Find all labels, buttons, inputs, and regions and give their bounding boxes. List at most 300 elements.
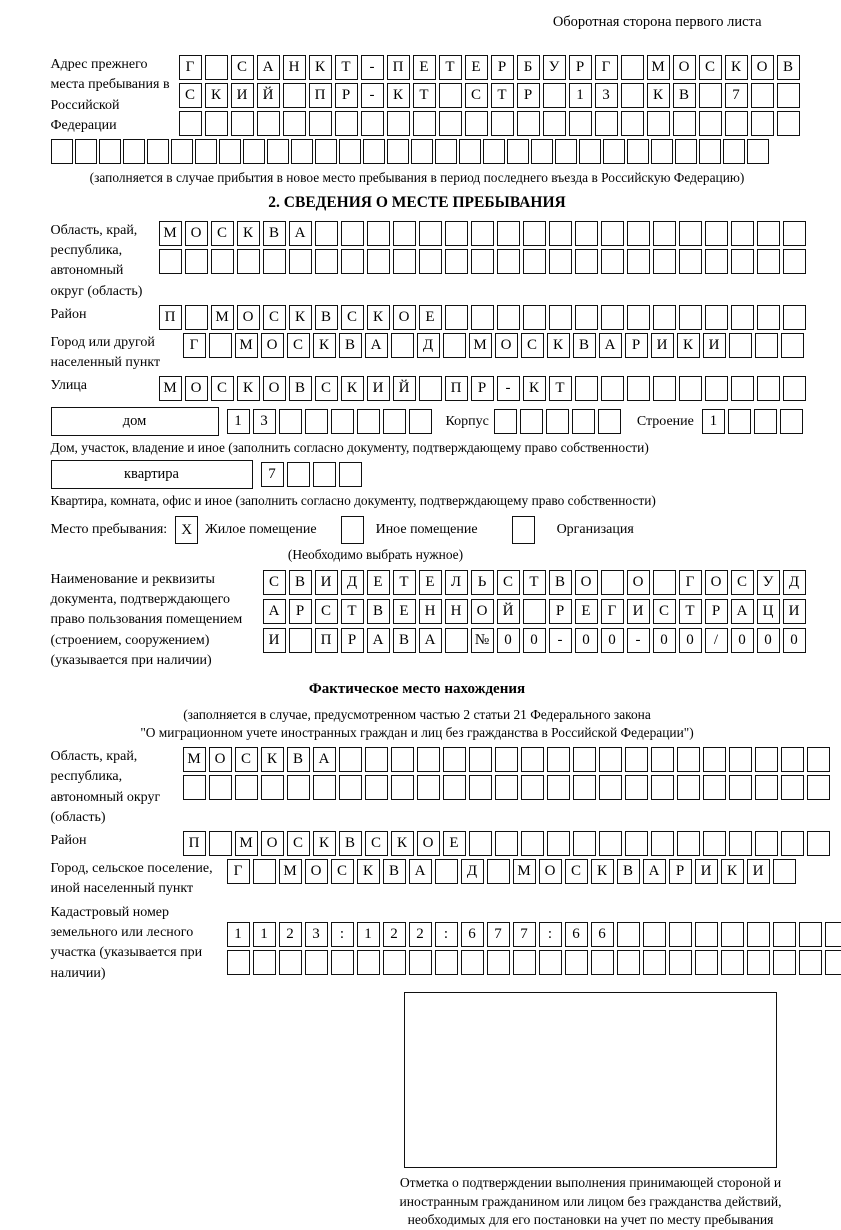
char-cell[interactable] xyxy=(621,83,644,108)
char-cell[interactable]: Н xyxy=(283,55,306,80)
char-cell[interactable] xyxy=(625,747,648,772)
char-cell[interactable]: 7 xyxy=(487,922,510,947)
char-cell[interactable] xyxy=(521,747,544,772)
char-cell[interactable]: Й xyxy=(257,83,280,108)
char-cell[interactable] xyxy=(513,950,536,975)
char-cell[interactable] xyxy=(195,139,217,164)
document-row-1[interactable] xyxy=(263,570,806,595)
char-cell[interactable]: Д xyxy=(783,570,806,595)
char-cell[interactable] xyxy=(703,775,726,800)
char-cell[interactable] xyxy=(751,111,774,136)
char-cell[interactable] xyxy=(755,831,778,856)
char-cell[interactable]: В xyxy=(777,55,800,80)
char-cell[interactable] xyxy=(419,249,442,274)
document-row-2[interactable] xyxy=(263,599,806,624)
char-cell[interactable]: С xyxy=(263,570,286,595)
char-cell[interactable] xyxy=(601,376,624,401)
char-cell[interactable] xyxy=(549,221,572,246)
char-cell[interactable]: 0 xyxy=(523,628,546,653)
char-cell[interactable] xyxy=(651,139,673,164)
char-cell[interactable]: О xyxy=(705,570,728,595)
char-cell[interactable] xyxy=(653,249,676,274)
char-cell[interactable]: М xyxy=(159,221,182,246)
char-cell[interactable] xyxy=(729,831,752,856)
char-cell[interactable]: К xyxy=(367,305,390,330)
char-cell[interactable] xyxy=(751,83,774,108)
char-cell[interactable] xyxy=(211,249,234,274)
char-cell[interactable] xyxy=(495,831,518,856)
char-cell[interactable]: Т xyxy=(439,55,462,80)
char-cell[interactable] xyxy=(731,376,754,401)
char-cell[interactable] xyxy=(699,139,721,164)
char-cell[interactable] xyxy=(547,747,570,772)
char-cell[interactable]: А xyxy=(313,747,336,772)
char-cell[interactable] xyxy=(283,111,306,136)
char-cell[interactable]: Т xyxy=(549,376,572,401)
char-cell[interactable]: Н xyxy=(419,599,442,624)
char-cell[interactable] xyxy=(497,305,520,330)
char-cell[interactable] xyxy=(627,305,650,330)
char-cell[interactable] xyxy=(547,831,570,856)
char-cell[interactable] xyxy=(729,775,752,800)
char-cell[interactable] xyxy=(291,139,313,164)
stroenie-row[interactable] xyxy=(702,409,803,434)
char-cell[interactable] xyxy=(679,376,702,401)
char-cell[interactable] xyxy=(469,831,492,856)
char-cell[interactable]: С xyxy=(235,747,258,772)
char-cell[interactable]: 0 xyxy=(497,628,520,653)
char-cell[interactable] xyxy=(777,83,800,108)
char-cell[interactable]: 0 xyxy=(757,628,780,653)
char-cell[interactable] xyxy=(313,462,336,487)
char-cell[interactable] xyxy=(471,221,494,246)
char-cell[interactable] xyxy=(391,333,414,358)
char-cell[interactable]: Р xyxy=(549,599,572,624)
char-cell[interactable]: Т xyxy=(393,570,416,595)
char-cell[interactable] xyxy=(599,775,622,800)
char-cell[interactable] xyxy=(279,950,302,975)
char-cell[interactable]: М xyxy=(235,831,258,856)
char-cell[interactable]: В xyxy=(383,859,406,884)
char-cell[interactable] xyxy=(383,950,406,975)
char-cell[interactable] xyxy=(755,747,778,772)
char-cell[interactable]: О xyxy=(751,55,774,80)
char-cell[interactable]: Г xyxy=(679,570,702,595)
char-cell[interactable] xyxy=(653,570,676,595)
char-cell[interactable] xyxy=(669,950,692,975)
char-cell[interactable]: С xyxy=(497,570,520,595)
char-cell[interactable]: 7 xyxy=(513,922,536,947)
char-cell[interactable]: К xyxy=(523,376,546,401)
char-cell[interactable]: Р xyxy=(569,55,592,80)
char-cell[interactable]: Й xyxy=(393,376,416,401)
char-cell[interactable]: С xyxy=(731,570,754,595)
char-cell[interactable] xyxy=(575,376,598,401)
char-cell[interactable] xyxy=(461,950,484,975)
char-cell[interactable]: У xyxy=(543,55,566,80)
char-cell[interactable]: 0 xyxy=(653,628,676,653)
char-cell[interactable]: С xyxy=(263,305,286,330)
char-cell[interactable]: В xyxy=(573,333,596,358)
char-cell[interactable]: А xyxy=(419,628,442,653)
char-cell[interactable]: С xyxy=(211,376,234,401)
char-cell[interactable] xyxy=(205,55,228,80)
char-cell[interactable] xyxy=(575,221,598,246)
char-cell[interactable] xyxy=(263,249,286,274)
char-cell[interactable]: 0 xyxy=(575,628,598,653)
char-cell[interactable] xyxy=(679,249,702,274)
char-cell[interactable]: Е xyxy=(419,570,442,595)
char-cell[interactable]: С xyxy=(341,305,364,330)
char-cell[interactable] xyxy=(653,221,676,246)
char-cell[interactable] xyxy=(391,747,414,772)
char-cell[interactable] xyxy=(435,859,458,884)
char-cell[interactable]: О xyxy=(673,55,696,80)
char-cell[interactable] xyxy=(171,139,193,164)
char-cell[interactable] xyxy=(755,775,778,800)
house-number-row[interactable] xyxy=(227,409,432,434)
char-cell[interactable] xyxy=(495,747,518,772)
char-cell[interactable]: Е xyxy=(367,570,390,595)
char-cell[interactable]: Т xyxy=(491,83,514,108)
char-cell[interactable] xyxy=(643,950,666,975)
char-cell[interactable]: И xyxy=(315,570,338,595)
char-cell[interactable] xyxy=(673,111,696,136)
stay-checkbox-residential[interactable]: X xyxy=(175,516,198,544)
char-cell[interactable] xyxy=(443,775,466,800)
char-cell[interactable] xyxy=(335,111,358,136)
char-cell[interactable]: 3 xyxy=(305,922,328,947)
char-cell[interactable]: С xyxy=(211,221,234,246)
char-cell[interactable] xyxy=(555,139,577,164)
char-cell[interactable]: 7 xyxy=(725,83,748,108)
char-cell[interactable] xyxy=(621,111,644,136)
char-cell[interactable]: Г xyxy=(179,55,202,80)
char-cell[interactable]: В xyxy=(617,859,640,884)
char-cell[interactable]: О xyxy=(575,570,598,595)
char-cell[interactable]: В xyxy=(393,628,416,653)
char-cell[interactable] xyxy=(721,950,744,975)
char-cell[interactable]: 6 xyxy=(461,922,484,947)
char-cell[interactable] xyxy=(601,249,624,274)
char-cell[interactable] xyxy=(495,775,518,800)
prev-address-row-1[interactable] xyxy=(179,55,800,80)
char-cell[interactable] xyxy=(283,83,306,108)
char-cell[interactable] xyxy=(413,111,436,136)
char-cell[interactable] xyxy=(780,409,803,434)
char-cell[interactable] xyxy=(521,775,544,800)
char-cell[interactable]: В xyxy=(263,221,286,246)
char-cell[interactable] xyxy=(523,305,546,330)
char-cell[interactable] xyxy=(754,409,777,434)
char-cell[interactable]: А xyxy=(643,859,666,884)
char-cell[interactable] xyxy=(705,376,728,401)
char-cell[interactable]: С xyxy=(699,55,722,80)
char-cell[interactable] xyxy=(517,111,540,136)
char-cell[interactable] xyxy=(627,221,650,246)
char-cell[interactable] xyxy=(445,305,468,330)
char-cell[interactable] xyxy=(491,111,514,136)
char-cell[interactable]: Р xyxy=(625,333,648,358)
char-cell[interactable]: 6 xyxy=(565,922,588,947)
char-cell[interactable]: А xyxy=(409,859,432,884)
char-cell[interactable]: : xyxy=(539,922,562,947)
char-cell[interactable] xyxy=(757,305,780,330)
char-cell[interactable] xyxy=(569,111,592,136)
char-cell[interactable] xyxy=(773,922,796,947)
char-cell[interactable]: П xyxy=(315,628,338,653)
actual-region-row-1[interactable] xyxy=(183,747,830,772)
char-cell[interactable]: Р xyxy=(517,83,540,108)
char-cell[interactable]: А xyxy=(599,333,622,358)
char-cell[interactable] xyxy=(147,139,169,164)
char-cell[interactable]: А xyxy=(731,599,754,624)
char-cell[interactable] xyxy=(237,249,260,274)
char-cell[interactable] xyxy=(445,628,468,653)
char-cell[interactable]: Р xyxy=(491,55,514,80)
char-cell[interactable]: М xyxy=(647,55,670,80)
char-cell[interactable] xyxy=(253,859,276,884)
char-cell[interactable]: М xyxy=(159,376,182,401)
char-cell[interactable] xyxy=(721,922,744,947)
char-cell[interactable]: С xyxy=(287,831,310,856)
char-cell[interactable] xyxy=(51,139,73,164)
char-cell[interactable]: К xyxy=(591,859,614,884)
char-cell[interactable]: П xyxy=(183,831,206,856)
char-cell[interactable]: С xyxy=(331,859,354,884)
char-cell[interactable] xyxy=(179,111,202,136)
char-cell[interactable] xyxy=(365,775,388,800)
char-cell[interactable]: 1 xyxy=(227,922,250,947)
char-cell[interactable] xyxy=(703,831,726,856)
char-cell[interactable]: О xyxy=(627,570,650,595)
char-cell[interactable] xyxy=(651,775,674,800)
char-cell[interactable] xyxy=(253,950,276,975)
char-cell[interactable]: С xyxy=(653,599,676,624)
char-cell[interactable] xyxy=(825,950,841,975)
char-cell[interactable]: К xyxy=(547,333,570,358)
char-cell[interactable] xyxy=(783,249,806,274)
char-cell[interactable]: Т xyxy=(679,599,702,624)
char-cell[interactable]: М xyxy=(513,859,536,884)
char-cell[interactable] xyxy=(367,221,390,246)
char-cell[interactable]: Е xyxy=(575,599,598,624)
char-cell[interactable]: - xyxy=(361,55,384,80)
char-cell[interactable]: М xyxy=(469,333,492,358)
char-cell[interactable] xyxy=(549,249,572,274)
char-cell[interactable]: Е xyxy=(443,831,466,856)
document-row-3[interactable] xyxy=(263,628,806,653)
char-cell[interactable] xyxy=(647,111,670,136)
char-cell[interactable]: Д xyxy=(461,859,484,884)
char-cell[interactable] xyxy=(471,249,494,274)
char-cell[interactable]: - xyxy=(627,628,650,653)
char-cell[interactable]: М xyxy=(279,859,302,884)
char-cell[interactable]: М xyxy=(211,305,234,330)
char-cell[interactable] xyxy=(387,139,409,164)
char-cell[interactable] xyxy=(651,831,674,856)
char-cell[interactable]: М xyxy=(183,747,206,772)
char-cell[interactable] xyxy=(75,139,97,164)
char-cell[interactable]: Т xyxy=(523,570,546,595)
char-cell[interactable]: А xyxy=(263,599,286,624)
char-cell[interactable]: : xyxy=(331,922,354,947)
char-cell[interactable] xyxy=(383,409,406,434)
char-cell[interactable] xyxy=(601,570,624,595)
char-cell[interactable]: И xyxy=(783,599,806,624)
actual-district-row[interactable] xyxy=(183,831,830,856)
char-cell[interactable] xyxy=(825,922,841,947)
char-cell[interactable]: 2 xyxy=(279,922,302,947)
char-cell[interactable] xyxy=(231,111,254,136)
prev-address-row-3[interactable] xyxy=(179,111,800,136)
char-cell[interactable]: С xyxy=(365,831,388,856)
char-cell[interactable] xyxy=(357,950,380,975)
char-cell[interactable]: Т xyxy=(341,599,364,624)
char-cell[interactable]: С xyxy=(315,376,338,401)
char-cell[interactable]: Н xyxy=(445,599,468,624)
char-cell[interactable]: - xyxy=(361,83,384,108)
char-cell[interactable] xyxy=(627,376,650,401)
char-cell[interactable] xyxy=(807,831,830,856)
char-cell[interactable] xyxy=(409,950,432,975)
char-cell[interactable]: / xyxy=(705,628,728,653)
char-cell[interactable] xyxy=(391,775,414,800)
char-cell[interactable]: О xyxy=(185,376,208,401)
char-cell[interactable] xyxy=(439,111,462,136)
apartment-number-row[interactable] xyxy=(261,462,362,487)
char-cell[interactable]: С xyxy=(179,83,202,108)
char-cell[interactable]: О xyxy=(209,747,232,772)
char-cell[interactable]: 1 xyxy=(702,409,725,434)
char-cell[interactable] xyxy=(185,249,208,274)
char-cell[interactable]: П xyxy=(309,83,332,108)
char-cell[interactable] xyxy=(781,775,804,800)
char-cell[interactable] xyxy=(507,139,529,164)
char-cell[interactable] xyxy=(757,221,780,246)
char-cell[interactable]: О xyxy=(539,859,562,884)
char-cell[interactable]: К xyxy=(725,55,748,80)
char-cell[interactable] xyxy=(487,950,510,975)
char-cell[interactable] xyxy=(159,249,182,274)
char-cell[interactable]: К xyxy=(237,376,260,401)
char-cell[interactable] xyxy=(757,249,780,274)
char-cell[interactable] xyxy=(728,409,751,434)
char-cell[interactable] xyxy=(651,747,674,772)
char-cell[interactable]: В xyxy=(549,570,572,595)
char-cell[interactable] xyxy=(289,628,312,653)
char-cell[interactable] xyxy=(315,249,338,274)
char-cell[interactable]: В xyxy=(289,376,312,401)
char-cell[interactable] xyxy=(435,950,458,975)
char-cell[interactable]: О xyxy=(495,333,518,358)
stay-checkbox-organization[interactable] xyxy=(512,516,535,544)
char-cell[interactable]: К xyxy=(309,55,332,80)
char-cell[interactable]: К xyxy=(721,859,744,884)
char-cell[interactable]: Б xyxy=(517,55,540,80)
char-cell[interactable] xyxy=(565,950,588,975)
char-cell[interactable] xyxy=(361,111,384,136)
char-cell[interactable] xyxy=(435,139,457,164)
char-cell[interactable] xyxy=(331,950,354,975)
char-cell[interactable] xyxy=(305,409,328,434)
char-cell[interactable]: 3 xyxy=(253,409,276,434)
char-cell[interactable]: О xyxy=(237,305,260,330)
char-cell[interactable] xyxy=(781,747,804,772)
char-cell[interactable] xyxy=(439,83,462,108)
char-cell[interactable] xyxy=(781,333,804,358)
char-cell[interactable] xyxy=(575,249,598,274)
char-cell[interactable] xyxy=(781,831,804,856)
char-cell[interactable] xyxy=(598,409,621,434)
char-cell[interactable] xyxy=(313,775,336,800)
char-cell[interactable]: О xyxy=(261,831,284,856)
char-cell[interactable] xyxy=(695,922,718,947)
char-cell[interactable] xyxy=(675,139,697,164)
char-cell[interactable] xyxy=(483,139,505,164)
stay-checkbox-other[interactable] xyxy=(341,516,364,544)
char-cell[interactable]: Т xyxy=(413,83,436,108)
char-cell[interactable] xyxy=(729,333,752,358)
char-cell[interactable]: К xyxy=(391,831,414,856)
prev-address-row-4[interactable] xyxy=(51,139,784,164)
char-cell[interactable]: К xyxy=(289,305,312,330)
char-cell[interactable] xyxy=(731,305,754,330)
char-cell[interactable]: Р xyxy=(335,83,358,108)
char-cell[interactable] xyxy=(287,775,310,800)
char-cell[interactable] xyxy=(807,775,830,800)
char-cell[interactable] xyxy=(185,305,208,330)
char-cell[interactable] xyxy=(205,111,228,136)
char-cell[interactable] xyxy=(494,409,517,434)
char-cell[interactable] xyxy=(243,139,265,164)
char-cell[interactable]: И xyxy=(263,628,286,653)
char-cell[interactable] xyxy=(773,950,796,975)
char-cell[interactable] xyxy=(419,221,442,246)
char-cell[interactable] xyxy=(523,221,546,246)
char-cell[interactable]: К xyxy=(677,333,700,358)
char-cell[interactable] xyxy=(699,83,722,108)
char-cell[interactable] xyxy=(183,775,206,800)
char-cell[interactable] xyxy=(539,950,562,975)
char-cell[interactable] xyxy=(627,139,649,164)
char-cell[interactable] xyxy=(617,950,640,975)
char-cell[interactable] xyxy=(731,249,754,274)
char-cell[interactable]: О xyxy=(261,333,284,358)
char-cell[interactable] xyxy=(523,249,546,274)
char-cell[interactable] xyxy=(257,111,280,136)
char-cell[interactable] xyxy=(261,775,284,800)
char-cell[interactable]: Й xyxy=(497,599,520,624)
char-cell[interactable]: И xyxy=(627,599,650,624)
char-cell[interactable] xyxy=(705,221,728,246)
char-cell[interactable] xyxy=(777,111,800,136)
char-cell[interactable] xyxy=(699,111,722,136)
char-cell[interactable] xyxy=(599,831,622,856)
char-cell[interactable]: Г xyxy=(601,599,624,624)
cadastre-row-1[interactable] xyxy=(227,922,841,947)
char-cell[interactable] xyxy=(747,922,770,947)
char-cell[interactable] xyxy=(469,775,492,800)
char-cell[interactable]: О xyxy=(471,599,494,624)
char-cell[interactable] xyxy=(601,305,624,330)
char-cell[interactable] xyxy=(747,139,769,164)
char-cell[interactable] xyxy=(573,747,596,772)
actual-city-row[interactable] xyxy=(227,859,796,884)
char-cell[interactable]: С xyxy=(565,859,588,884)
char-cell[interactable] xyxy=(219,139,241,164)
char-cell[interactable] xyxy=(443,333,466,358)
